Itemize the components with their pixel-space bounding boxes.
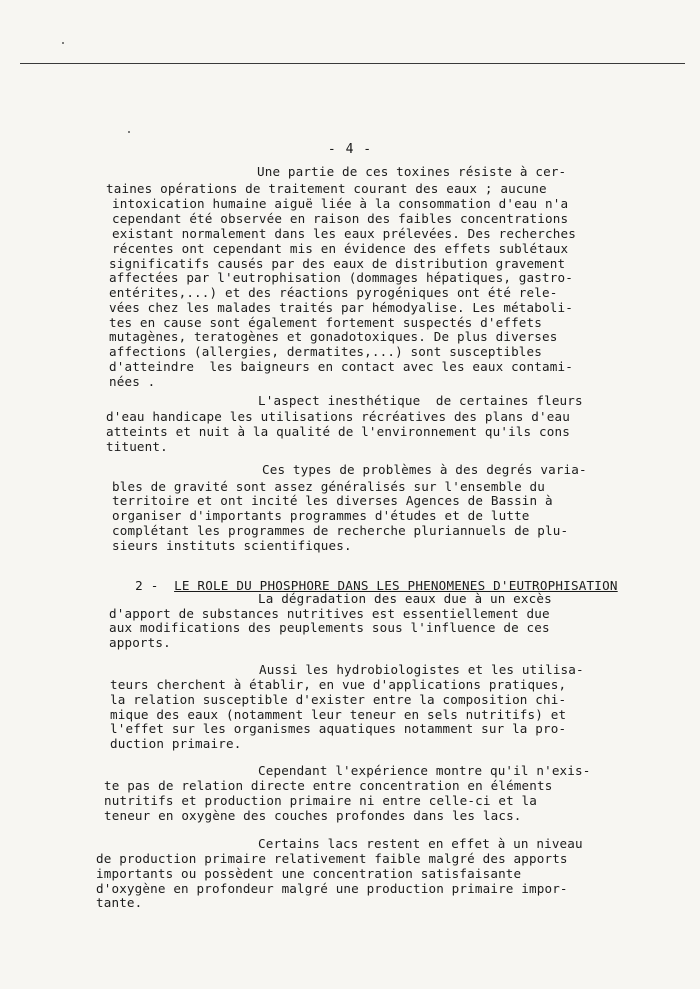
text-line: significatifs causés par des eaux de distribution gravement: [109, 256, 566, 271]
text-line: organiser d'importants programmes d'études et de lutte: [112, 508, 530, 523]
text-line: cependant été observée en raison des faibles concentrations: [112, 211, 569, 226]
text-line: Cependant l'expérience montre qu'il n'exis-: [258, 763, 591, 778]
text-line: La dégradation des eaux due à un excès: [258, 591, 552, 606]
scan-speck: [128, 131, 130, 133]
text-line: sieurs instituts scientifiques.: [112, 538, 352, 553]
text-line: duction primaire.: [110, 736, 242, 751]
text-line: d'atteindre les baigneurs en contact avec les eaux contami-: [109, 359, 573, 374]
text-line: affectées par l'eutrophisation (dommages hépatiques, gastro-: [109, 270, 573, 285]
text-line: teurs cherchent à établir, en vue d'applications pratiques,: [110, 677, 567, 692]
text-line: récentes ont cependant mis en évidence des effets sublétaux: [112, 241, 569, 256]
text-line: tes en cause sont également fortement suspectés d'effets: [109, 315, 542, 330]
text-line: tante.: [96, 895, 143, 910]
section-number: 2 -: [135, 578, 159, 593]
top-rule: [20, 63, 685, 64]
text-line: complétant les programmes de recherche pluriannuels de plu-: [112, 523, 569, 538]
page-number: - 4 -: [327, 142, 373, 157]
text-line: d'oxygène en profondeur malgré une production primaire impor-: [96, 881, 568, 896]
text-line: taines opérations de traitement courant des eaux ; aucune: [106, 181, 547, 196]
text-line: mique des eaux (notamment leur teneur en sels nutritifs) et: [110, 707, 567, 722]
text-line: te pas de relation directe entre concentration en éléments: [104, 778, 553, 793]
text-line: atteints et nuit à la qualité de l'environnement qu'ils cons: [106, 424, 570, 439]
text-line: la relation susceptible d'exister entre la composition chi-: [110, 692, 567, 707]
text-line: intoxication humaine aiguë liée à la consommation d'eau n'a: [112, 196, 569, 211]
text-line: importants ou possèdent une concentration satisfaisante: [96, 866, 522, 881]
text-line: existant normalement dans les eaux prélevées. Des recherches: [112, 226, 576, 241]
text-line: de production primaire relativement faible malgré des apports: [96, 851, 568, 866]
text-line: nées .: [109, 374, 156, 389]
text-line: L'aspect inesthétique de certaines fleurs: [258, 393, 583, 408]
text-line: mutagènes, teratogènes et gonadotoxiques. De plus diverses: [109, 329, 558, 344]
text-line: Certains lacs restent en effet à un niveau: [258, 836, 583, 851]
text-line: Aussi les hydrobiologistes et les utilisa-: [259, 662, 584, 677]
text-line: bles de gravité sont assez généralisés sur l'ensemble du: [112, 479, 545, 494]
text-line: Une partie de ces toxines résiste à cer-: [257, 164, 567, 179]
text-line: apports.: [109, 635, 171, 650]
text-line: aux modifications des peuplements sous l'influence de ces: [109, 620, 550, 635]
text-line: teneur en oxygène des couches profondes dans les lacs.: [104, 808, 522, 823]
text-line: Ces types de problèmes à des degrés varia-: [262, 462, 587, 477]
text-line: nutritifs et production primaire ni entre celle-ci et la: [104, 793, 537, 808]
section-title: LE ROLE DU PHOSPHORE DANS LES PHENOMENES D'EUTROPHISATION: [174, 578, 618, 593]
text-line: d'eau handicape les utilisations récréatives des plans d'eau: [106, 409, 570, 424]
scan-speck: [62, 42, 64, 44]
text-line: territoire et ont incité les diverses Agences de Bassin à: [112, 493, 553, 508]
text-line: d'apport de substances nutritives est essentiellement due: [109, 606, 550, 621]
text-line: l'effet sur les organismes aquatiques notamment sur la pro-: [110, 721, 567, 736]
text-line: affections (allergies, dermatites,...) sont susceptibles: [109, 344, 542, 359]
text-line: tituent.: [106, 439, 168, 454]
text-line: entérites,...) et des réactions pyrogéniques ont été rele-: [109, 285, 558, 300]
text-line: vées chez les malades traités par hémodyalise. Les métaboli-: [109, 300, 573, 315]
